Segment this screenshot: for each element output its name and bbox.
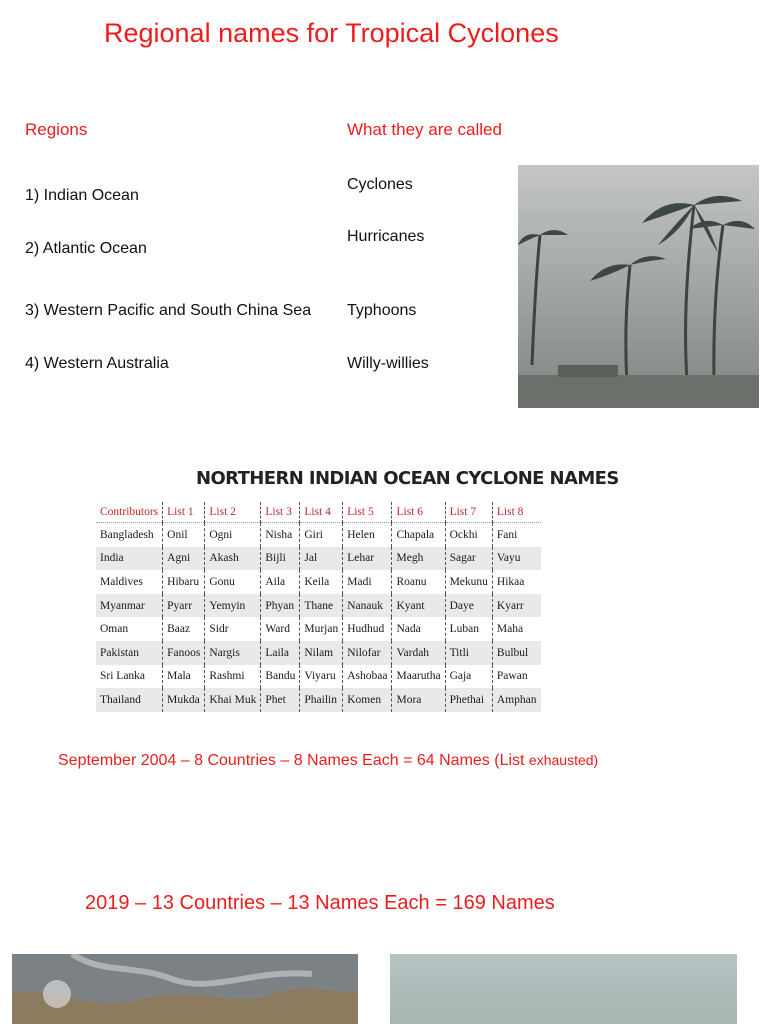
cyclone-name-cell: Hikaa	[496, 575, 525, 588]
cyclone-name-cell: Ward	[261, 617, 300, 641]
table-row	[96, 641, 541, 665]
cyclone-name-cell: Giri	[300, 523, 343, 547]
table-header-row	[96, 502, 541, 523]
cyclone-name-cell: Rashmi	[205, 665, 261, 689]
contributor-cell: Pakistan	[96, 641, 163, 665]
cyclone-name-cell: Hudhud	[343, 617, 392, 641]
column-header: List 8	[492, 502, 540, 523]
contributor-cell: Sri Lanka	[96, 665, 163, 689]
cyclone-name-cell: Titli	[445, 641, 492, 665]
cyclone-name-cell: Phet	[261, 688, 300, 712]
cyclone-name-cell: Amphan	[492, 688, 540, 712]
cyclone-name-cell: Bulbul	[492, 641, 540, 665]
cyclone-name-cell: Helen	[343, 523, 392, 547]
cyclone-name-cell: Phyan	[261, 594, 300, 618]
cyclone-name-cell: Nada	[392, 617, 445, 641]
cyclone-name-cell: Fanoos	[163, 641, 205, 665]
contributor-cell: Myanmar	[96, 594, 163, 618]
cyclone-name-cell: Kyant	[392, 594, 445, 618]
page-title: Regional names for Tropical Cyclones	[104, 18, 559, 48]
cyclone-name-cell: Phethai	[445, 688, 492, 712]
contributor-cell: Maldives	[96, 570, 163, 594]
cyclone-name-cell: Nargis	[205, 641, 261, 665]
contributor-cell: Oman	[96, 617, 163, 641]
cyclone-name-cell: Vardah	[392, 641, 445, 665]
cyclone-name-cell: Pawan	[496, 670, 528, 683]
cyclone-name-cell: Luban	[445, 617, 492, 641]
cyclone-names-table	[96, 502, 541, 712]
contributor-cell: India	[96, 547, 163, 571]
sea-photo	[390, 954, 737, 1024]
note-2004-text: September 2004 – 8 Countries – 8 Names Each = 64 Names (List	[58, 752, 525, 769]
column-header: Contributors	[96, 502, 163, 523]
cyclone-name-cell: Nilam	[300, 641, 343, 665]
cyclone-name-cell: Nanauk	[343, 594, 392, 618]
cyclone-name-cell: Maha	[496, 623, 524, 636]
cyclone-name-cell: Fani	[496, 528, 518, 541]
cyclone-name-cell: Phailin	[300, 688, 343, 712]
table-row	[96, 570, 541, 594]
cyclone-name-cell: Agni	[163, 547, 205, 571]
cyclone-name-cell: Gonu	[205, 570, 261, 594]
region-name: Typhoons	[347, 302, 417, 319]
cyclone-name-cell: Gaja	[445, 665, 492, 689]
region-item: 2) Atlantic Ocean	[25, 240, 147, 257]
region-item: 4) Western Australia	[25, 355, 169, 372]
region-item: 3) Western Pacific and South China Sea	[25, 302, 312, 319]
cyclone-name-cell: Bijli	[261, 547, 300, 571]
cyclone-name-cell: Jal	[300, 547, 343, 571]
cyclone-name-cell: Viyaru	[300, 665, 343, 689]
column-header: List 1	[163, 502, 205, 523]
cyclone-name-cell: Ockhi	[445, 523, 492, 547]
region-name: Hurricanes	[347, 228, 425, 245]
cyclone-name-cell: Maarutha	[392, 665, 445, 689]
column-header: List 6	[392, 502, 445, 523]
cyclone-name-cell: Roanu	[392, 570, 445, 594]
table-title: NORTHERN INDIAN OCEAN CYCLONE NAMES	[196, 468, 619, 489]
cyclone-name-cell: Thane	[300, 594, 343, 618]
regions-header: Regions	[25, 120, 88, 139]
note-2004-suffix: exhausted)	[528, 752, 599, 768]
region-name: Willy-willies	[347, 355, 429, 372]
cyclone-name-cell: Mala	[163, 665, 205, 689]
table-row	[96, 547, 541, 571]
cyclone-name-cell: Yemyin	[205, 594, 261, 618]
cyclone-name-cell: Nilofar	[343, 641, 392, 665]
table-row	[96, 665, 541, 689]
cyclone-name-cell: Chapala	[392, 523, 445, 547]
cyclone-name-cell: Hibaru	[163, 570, 205, 594]
cyclone-name-cell: Mora	[392, 688, 445, 712]
cyclone-name-cell: Ashobaa	[343, 665, 392, 689]
cyclone-name-cell: Daye	[445, 594, 492, 618]
table-row	[96, 523, 541, 547]
cyclone-name-cell: Sagar	[445, 547, 492, 571]
column-header: List 5	[343, 502, 392, 523]
contributor-cell: Bangladesh	[96, 523, 163, 547]
cyclone-name-cell: Keila	[300, 570, 343, 594]
cyclone-name-cell: Vayu	[492, 547, 540, 571]
cyclone-name-cell: Ogni	[205, 523, 261, 547]
called-header: What they are called	[347, 120, 502, 139]
contributor-cell: Thailand	[96, 688, 163, 712]
column-header: List 2	[205, 502, 261, 523]
table-body	[96, 523, 541, 712]
cyclone-name-cell: Pyarr	[163, 594, 205, 618]
cyclone-name-cell: Megh	[392, 547, 445, 571]
cyclone-name-cell: Khai Muk	[205, 688, 261, 712]
cyclone-name-cell: Sidr	[205, 617, 261, 641]
cyclone-name-cell: Komen	[343, 688, 392, 712]
note-2019: 2019 – 13 Countries – 13 Names Each = 169 Names	[85, 892, 555, 914]
column-header: List 4	[300, 502, 343, 523]
cyclone-name-cell: Mekunu	[445, 570, 492, 594]
table-row	[96, 617, 541, 641]
cyclone-name-cell: Aila	[261, 570, 300, 594]
table-row	[96, 688, 541, 712]
cyclone-name-cell: Laila	[261, 641, 300, 665]
region-item: 1) Indian Ocean	[25, 187, 139, 204]
column-header: List 7	[445, 502, 492, 523]
storm-illustration	[518, 165, 759, 408]
cyclone-name-cell: Madi	[343, 570, 392, 594]
column-header: List 3	[261, 502, 300, 523]
region-name: Cyclones	[347, 176, 413, 193]
cyclone-name-cell: Kyarr	[492, 594, 540, 618]
map-photo	[12, 954, 358, 1024]
cyclone-name-cell: Bandu	[261, 665, 300, 689]
cyclone-name-cell: Murjan	[300, 617, 343, 641]
cyclone-name-cell: Nisha	[261, 523, 300, 547]
cyclone-name-cell: Onil	[163, 523, 205, 547]
storm-photo	[518, 165, 759, 408]
map-illustration	[12, 954, 358, 1024]
cyclone-name-cell: Mukda	[163, 688, 205, 712]
cyclone-name-cell: Lehar	[343, 547, 392, 571]
cyclone-name-cell: Akash	[205, 547, 261, 571]
cyclone-name-cell: Baaz	[163, 617, 205, 641]
table-row	[96, 594, 541, 618]
note-2004	[58, 752, 598, 770]
